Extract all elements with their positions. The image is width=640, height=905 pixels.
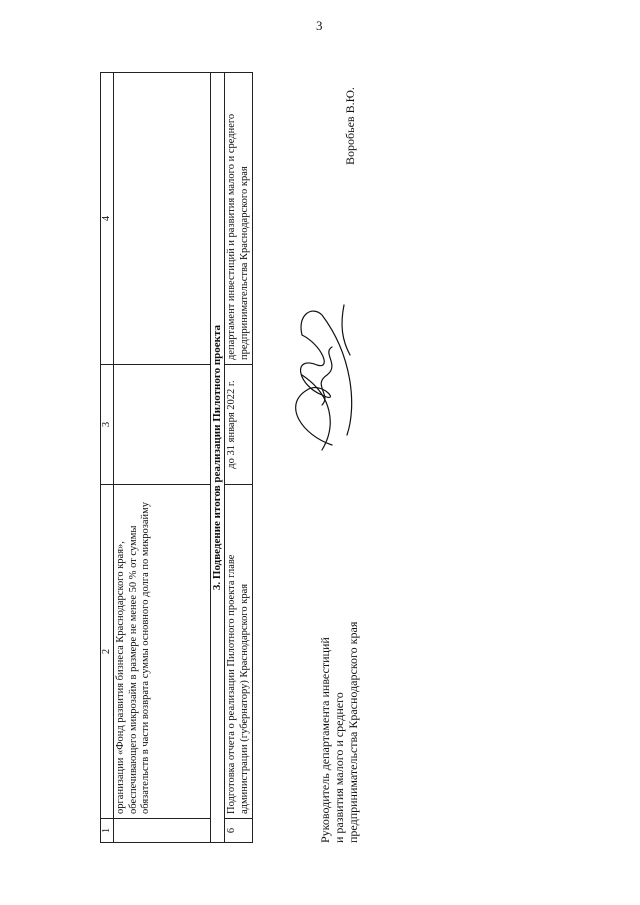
row-number [114, 819, 211, 843]
handwritten-signature [262, 295, 372, 465]
page-number: 3 [316, 18, 323, 33]
table-row [225, 73, 253, 843]
row-responsible [114, 73, 211, 365]
signatory-line: и развития малого и среднего [332, 692, 346, 843]
header-cell: 1 [101, 819, 114, 843]
row-description: организации «Фонд развития бизнеса Краснодарского края», обеспечивающего микрозайм в размере не менее 50 % от суммы обязательств в части возврата суммы основного долга по микрозайму [114, 485, 211, 819]
table-header-row [101, 73, 114, 843]
signatory-line: Руководитель департамента инвестиций [318, 637, 332, 843]
header-cell: 3 [101, 365, 114, 485]
signatory-title [318, 543, 360, 843]
signatory-line: предпринимательства Краснодарского края [346, 621, 360, 843]
table-row [114, 73, 211, 843]
row-deadline: до 31 января 2022 г. [225, 365, 253, 485]
row-number: 6 [225, 819, 253, 843]
plan-table [100, 72, 253, 843]
row-description: Подготовка отчета о реализации Пилотного проекта главе администрации (губернатору) Краснодарского края [225, 485, 253, 819]
signatory-name: Воробьев В.Ю. [343, 87, 357, 165]
section-row [211, 73, 225, 843]
header-cell: 2 [101, 485, 114, 819]
row-responsible: департамент инвестиций и развития малого и среднего предпринимательства Краснодарского края [225, 73, 253, 365]
section-title: 3. Подведение итогов реализации Пилотного проекта [211, 73, 225, 843]
header-cell: 4 [101, 73, 114, 365]
row-deadline [114, 365, 211, 485]
